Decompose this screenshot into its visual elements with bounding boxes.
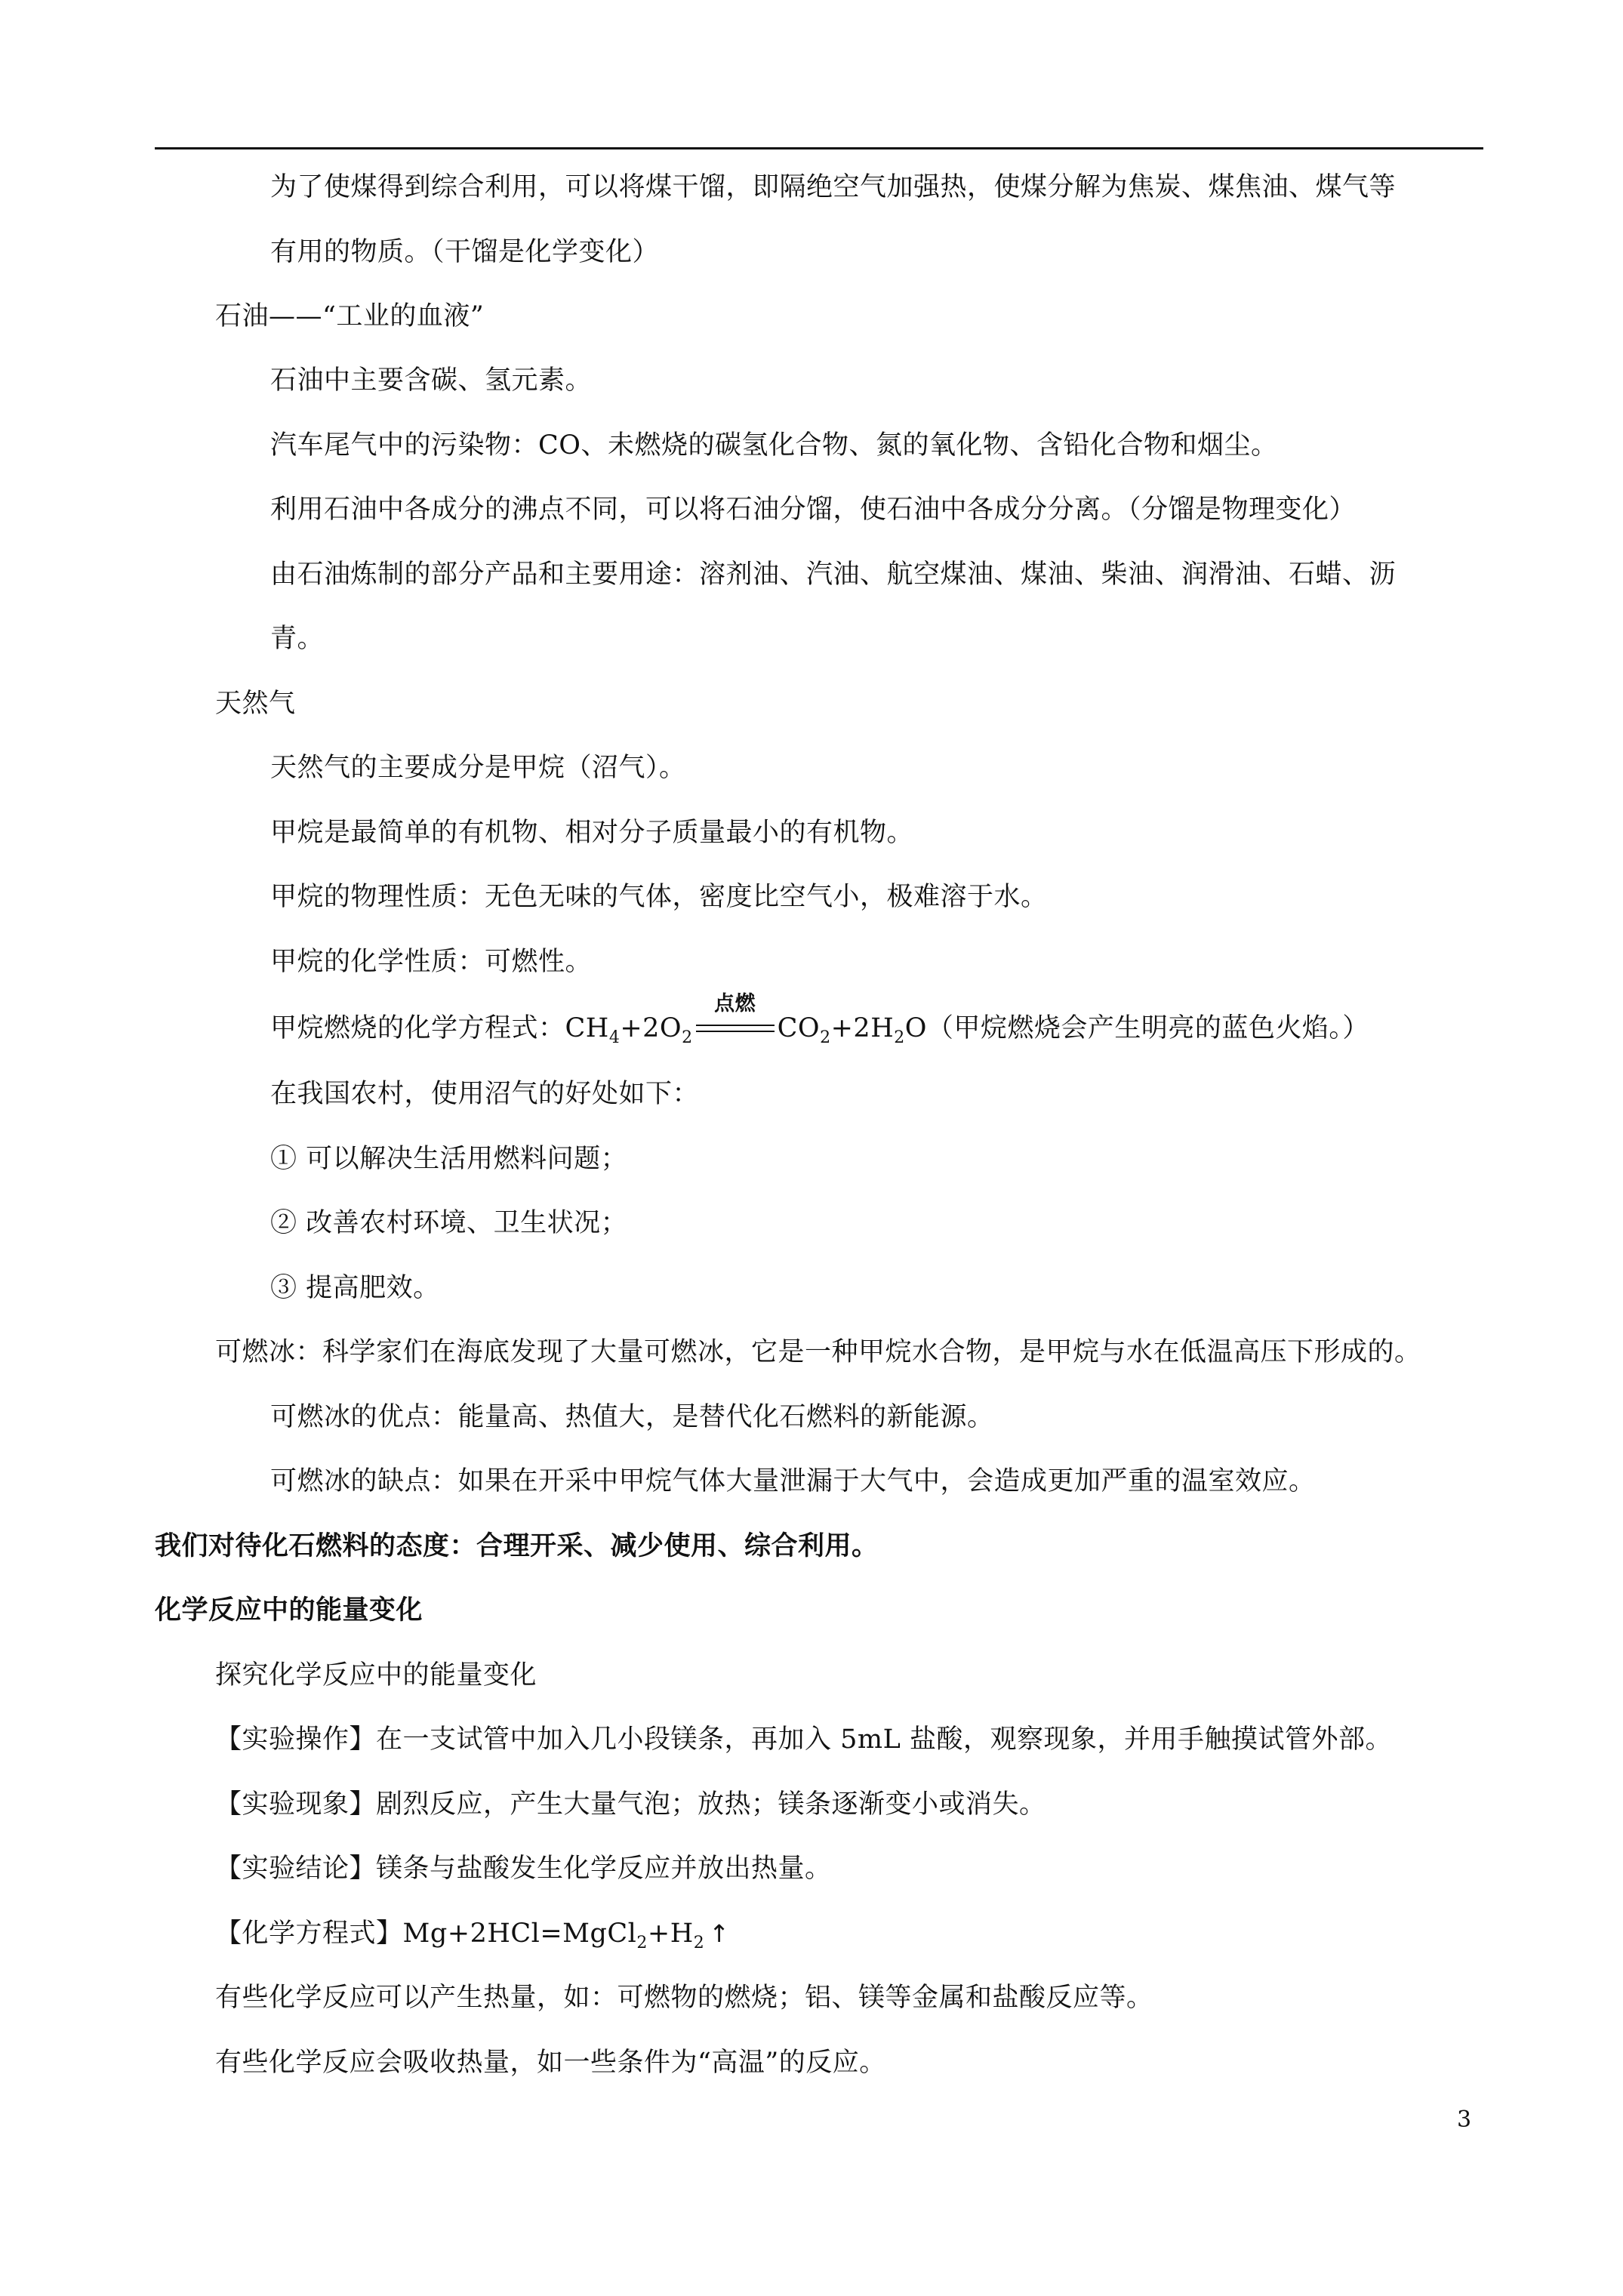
paragraph-petroleum-elements: 石油中主要含碳、氢元素。 (270, 365, 593, 396)
paragraph-methane-main: 天然气的主要成分是甲烷（沼气）。 (270, 753, 686, 783)
list-item: ② 改善农村环境、卫生状况； (270, 1208, 628, 1238)
paragraph-biogas-benefits: 在我国农村，使用沼气的好处如下： (270, 1079, 700, 1109)
paragraph-explore-energy: 探究化学反应中的能量变化 (215, 1660, 537, 1690)
page-number: 3 (1457, 2106, 1472, 2133)
reaction-condition: 点燃 (696, 1019, 775, 1041)
paragraph-experiment-procedure: 【实验操作】在一支试管中加入几小段镁条，再加入 5mL 盐酸，观察现象，并用手触摸试管外部。 (215, 1724, 1392, 1755)
paragraph-ice-disadvantages: 可燃冰的缺点：如果在开采中甲烷气体大量泄漏于大气中，会造成更加严重的温室效应。 (270, 1466, 1316, 1496)
paragraph-exhaust-pollutants: 汽车尾气中的污染物：CO、未燃烧的碳氢化合物、氮的氧化物、含铅化合物和烟尘。 (270, 430, 1278, 461)
paragraph-coal-distillation-cont: 有用的物质。（干馏是化学变化） (270, 237, 660, 267)
paragraph-methane-simplest: 甲烷是最简单的有机物、相对分子质量最小的有机物。 (270, 818, 914, 848)
paragraph-fractional-distillation: 利用石油中各成分的沸点不同，可以将石油分馏，使石油中各成分分离。（分馏是物理变化） (270, 495, 1357, 525)
list-item: ① 可以解决生活用燃料问题； (270, 1144, 628, 1174)
equation-magnesium-hcl: 【化学方程式】$Mg+2HCl=MgCl_2+H_2$ ↑ (215, 1918, 730, 1952)
paragraph-coal-distillation: 为了使煤得到综合利用，可以将煤干馏，即隔绝空气加强热，使煤分解为焦炭、煤焦油、煤气等 (270, 172, 1397, 202)
gas-arrow-icon: ↑ (709, 1919, 730, 1948)
paragraph-exothermic-examples: 有些化学反应可以产生热量，如：可燃物的燃烧；铝、镁等金属和盐酸反应等。 (215, 1983, 1153, 2013)
paragraph-petroleum-products-cont: 青。 (270, 624, 325, 654)
paragraph-combustible-ice: 可燃冰：科学家们在海底发现了大量可燃冰，它是一种甲烷水合物，是甲烷与水在低温高压下形成的。 (215, 1337, 1421, 1367)
paragraph-experiment-conclusion: 【实验结论】镁条与盐酸发生化学反应并放出热量。 (215, 1854, 832, 1884)
paragraph-petroleum-products: 由石油炼制的部分产品和主要用途：溶剂油、汽油、航空煤油、煤油、柴油、润滑油、石蜡、沥 (270, 559, 1397, 590)
paragraph-endothermic-examples: 有些化学反应会吸收热量，如一些条件为“高温”的反应。 (215, 2048, 886, 2078)
heading-natural-gas: 天然气 (215, 689, 296, 719)
heading-energy-change: 化学反应中的能量变化 (155, 1595, 423, 1626)
list-item: ③ 提高肥效。 (270, 1273, 440, 1303)
paragraph-experiment-phenomenon: 【实验现象】剧烈反应，产生大量气泡；放热；镁条逐渐变小或消失。 (215, 1789, 1046, 1820)
header-rule (155, 147, 1483, 149)
heading-fossil-fuel-attitude: 我们对待化石燃料的态度：合理开采、减少使用、综合利用。 (155, 1531, 879, 1561)
paragraph-methane-chemical: 甲烷的化学性质：可燃性。 (270, 947, 593, 977)
equation-methane-combustion: 甲烷燃烧的化学方程式：$CH_4+2O_2$ 点燃 $CO_2+2H_2O$（甲烷燃烧会产生明亮的蓝色火焰。） (270, 991, 1369, 1047)
paragraph-methane-physical: 甲烷的物理性质：无色无味的气体，密度比空气小，极难溶于水。 (270, 882, 1048, 912)
heading-petroleum: 石油——“工业的血液” (215, 301, 485, 331)
paragraph-ice-advantages: 可燃冰的优点：能量高、热值大，是替代化石燃料的新能源。 (270, 1402, 994, 1432)
